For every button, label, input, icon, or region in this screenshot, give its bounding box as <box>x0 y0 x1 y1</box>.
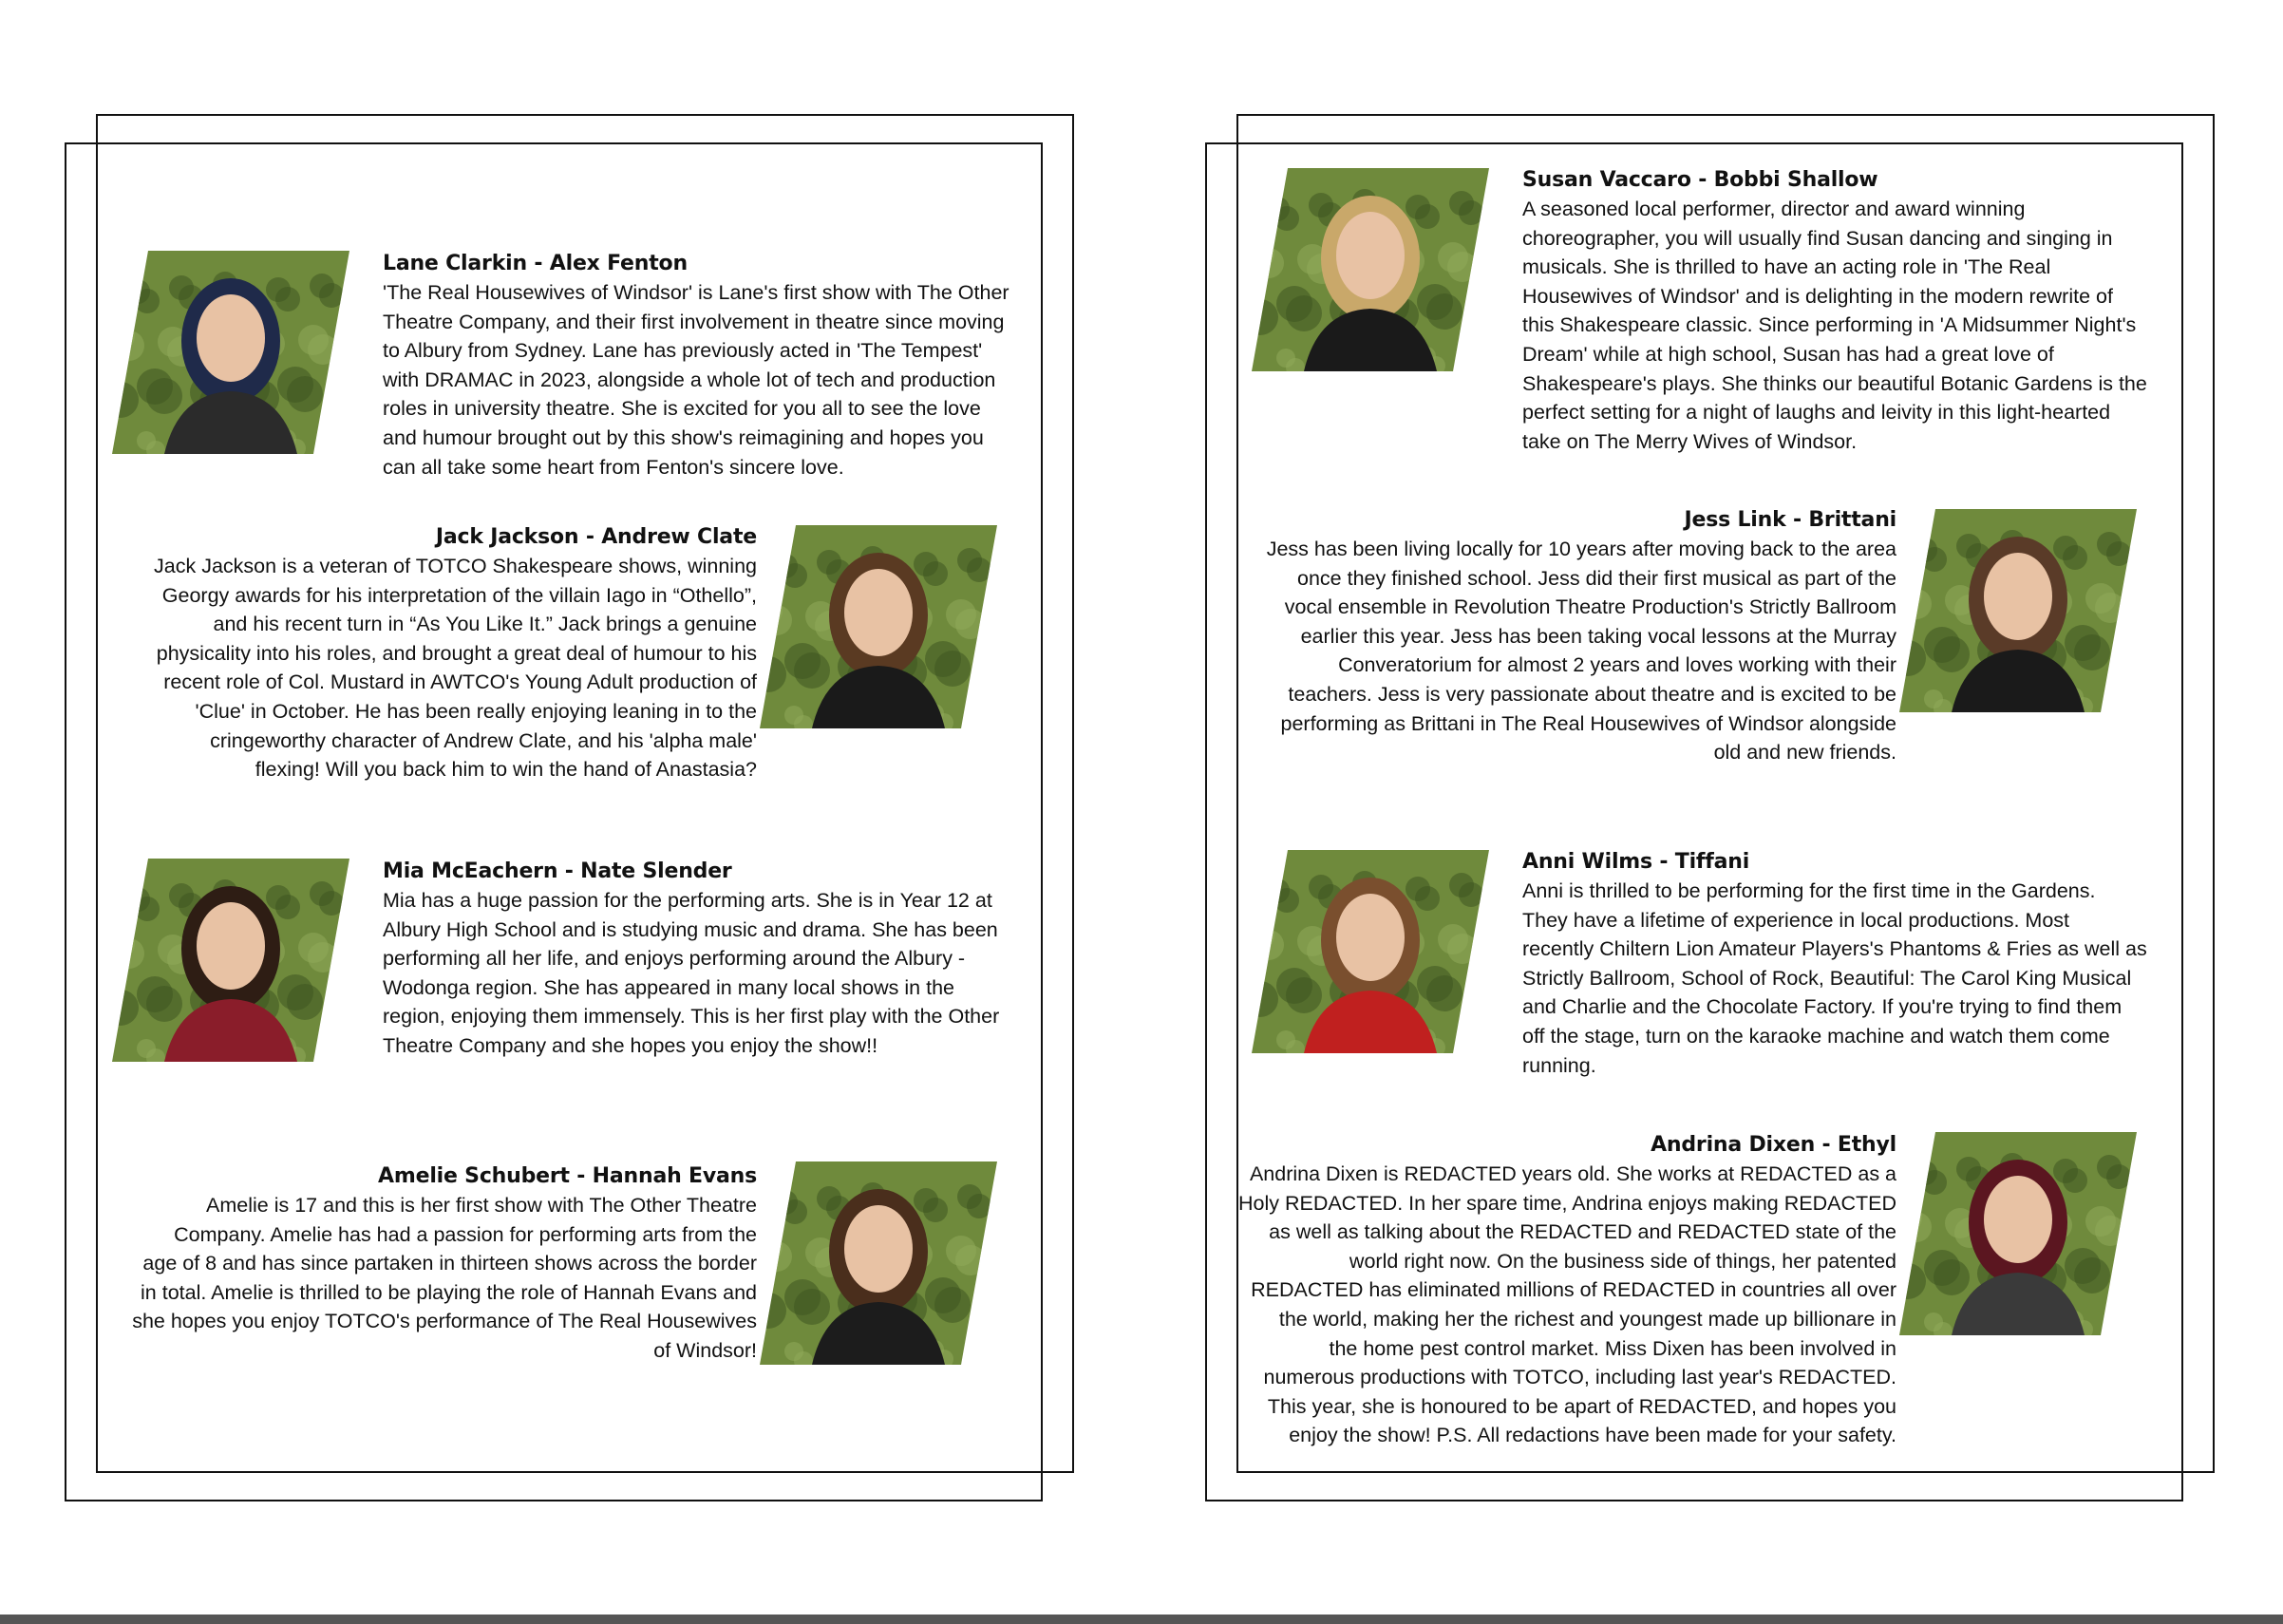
bio-line: and Charlie and the Chocolate Factory. If you're trying to find them <box>1522 995 2123 1019</box>
bio-jack-jackson <box>95 523 757 784</box>
bio-line: REDACTED has eliminated millions of REDACTED in countries all over <box>1251 1278 1896 1302</box>
cast-photo-lane-clarkin <box>112 251 349 454</box>
cast-name-heading: Anni Wilms - Tiffani <box>1522 850 1750 874</box>
bio-line: world right now. On the business side of things, her patented <box>1349 1249 1896 1273</box>
bio-line: to Albury from Sydney. Lane has previously acted in 'The Tempest' <box>383 339 983 363</box>
bio-line: and humour brought out by this show's reimagining and hopes you <box>383 425 984 449</box>
bio-line: the home pest control market. Miss Dixen has been involved in <box>1329 1336 1896 1360</box>
bio-line: 'Clue' in October. He has been really enjoying leaning in to the <box>195 699 757 723</box>
bio-line: physicality into his roles, and brought a great deal of humour to his <box>156 641 757 665</box>
cast-name-heading: Andrina Dixen - Ethyl <box>1651 1133 1896 1157</box>
bio-text <box>383 886 1028 1061</box>
bio-line: recently Chiltern Lion Amateur Players's Phantoms & Fries as well as <box>1522 937 2147 961</box>
bio-andrina-dixen <box>1235 1131 1896 1450</box>
bio-mia-mceachern <box>383 858 1028 1061</box>
bio-line: Housewives of Windsor' and is delighting in the modern rewrite of <box>1522 284 2113 308</box>
bio-line: Holy REDACTED. In her spare time, Andrina enjoys making REDACTED <box>1237 1191 1896 1215</box>
cast-name-heading: Lane Clarkin - Alex Fenton <box>383 252 688 275</box>
cast-name-heading: Jess Link - Brittani <box>1684 508 1896 532</box>
bio-text <box>1522 195 2178 456</box>
bottom-edge-rule <box>0 1615 2283 1624</box>
bio-line: Mia has a huge passion for the performing arts. She is in Year 12 at <box>383 889 992 912</box>
bio-line: Shakespeare's plays. She thinks our beautiful Botanic Gardens is the <box>1522 371 2147 395</box>
bio-line: once they finished school. Jess did their first musical as part of the <box>1297 566 1896 590</box>
bio-line: vocal ensemble in Revolution Theatre Production's Strictly Ballroom <box>1284 595 1896 619</box>
bio-line: region, enjoying them immensely. This is her first play with the Other <box>383 1005 1000 1029</box>
bio-line: They have a lifetime of experience in local productions. Most <box>1522 908 2070 932</box>
bio-line: Converatorium for almost 2 years and loves working with their <box>1338 653 1896 677</box>
bio-line: performing all her life, and enjoys performing around the Albury - <box>383 947 966 971</box>
bio-line: running. <box>1522 1053 1596 1077</box>
cast-name-heading: Susan Vaccaro - Bobbi Shallow <box>1522 168 1878 192</box>
bio-line: of Windsor! <box>653 1338 757 1362</box>
bio-text <box>95 1191 757 1366</box>
bio-amelie-schubert <box>95 1162 757 1366</box>
cast-photo-andrina-dixen <box>1899 1132 2137 1335</box>
bio-jess-link <box>1235 506 1896 767</box>
bio-line: Wodonga region. She has appeared in many local shows in the <box>383 975 954 999</box>
cast-photo-anni-wilms <box>1252 850 1489 1053</box>
bio-line: Dream' while at high school, Susan has had a great love of <box>1522 342 2054 366</box>
bio-line: teachers. Jess is very passionate about theatre and is excited to be <box>1288 682 1896 706</box>
bio-line: Theatre Company and she hopes you enjoy the show!! <box>383 1033 878 1057</box>
bio-line: Andrina Dixen is REDACTED years old. She works at REDACTED as a <box>1249 1162 1896 1185</box>
bio-line: she hopes you enjoy TOTCO's performance of The Real Housewives <box>132 1310 757 1333</box>
bio-line: roles in university theatre. She is excited for you all to see the love <box>383 397 981 421</box>
bio-text <box>383 278 1028 482</box>
bio-line: Amelie is 17 and this is her first show with The Other Theatre <box>206 1194 757 1217</box>
cast-name-heading: Jack Jackson - Andrew Clate <box>435 525 757 549</box>
bio-line: 'The Real Housewives of Windsor' is Lane's first show with The Other <box>383 281 1009 304</box>
cast-photo-jack-jackson <box>760 525 997 728</box>
bio-line: can all take some heart from Fenton's sincere love. <box>383 455 844 479</box>
bio-line: and his recent turn in “As You Like It.” Jack brings a genuine <box>213 613 757 636</box>
bio-line: A seasoned local performer, director and award winning <box>1522 198 2026 220</box>
bio-line: Anni is thrilled to be performing for the first time in the Gardens. <box>1522 879 2096 902</box>
bio-text <box>1522 877 2178 1080</box>
bio-line: Albury High School and is studying music and drama. She has been <box>383 917 998 941</box>
bio-anni-wilms <box>1522 848 2178 1080</box>
bio-line: flexing! Will you back him to win the hand of Anastasia? <box>255 758 757 782</box>
cast-photo-amelie-schubert <box>760 1161 997 1365</box>
bio-line: off the stage, turn on the karaoke machine and watch them come <box>1522 1024 2110 1048</box>
cast-photo-mia-mceachern <box>112 859 349 1062</box>
bio-line: Jack Jackson is a veteran of TOTCO Shakespeare shows, winning <box>154 555 757 577</box>
bio-line: Jess has been living locally for 10 years after moving back to the area <box>1266 538 1896 560</box>
bio-line: this Shakespeare classic. Since performing in 'A Midsummer Night's <box>1522 313 2137 337</box>
cast-name-heading: Mia McEachern - Nate Slender <box>383 859 732 883</box>
bio-line: Theatre Company, and their first involvement in theatre since moving <box>383 310 1005 333</box>
bio-line: old and new friends. <box>1713 741 1896 765</box>
bio-text <box>1235 1160 1896 1450</box>
bio-line: musicals. She is thrilled to have an acting role in 'The Real <box>1522 255 2051 279</box>
bio-line: age of 8 and has since partaken in thirteen shows across the border <box>142 1252 757 1275</box>
bio-line: take on The Merry Wives of Windsor. <box>1522 429 1858 453</box>
bio-line: as well as talking about the REDACTED and REDACTED state of the <box>1269 1220 1896 1244</box>
bio-lane-clarkin <box>383 250 1028 482</box>
bio-line: in total. Amelie is thrilled to be playing the role of Hannah Evans and <box>141 1280 757 1304</box>
bio-line: numerous productions with TOTCO, including last year's REDACTED. <box>1263 1366 1896 1389</box>
bio-susan-vaccaro <box>1522 166 2178 456</box>
cast-photo-jess-link <box>1899 509 2137 712</box>
bio-line: Strictly Ballroom, School of Rock, Beautiful: The Carol King Musical <box>1522 966 2132 990</box>
bio-line: cringeworthy character of Andrew Clate, and his 'alpha male' <box>210 728 757 752</box>
bio-line: choreographer, you will usually find Susan dancing and singing in <box>1522 226 2113 250</box>
bio-text <box>95 552 757 784</box>
bio-line: This year, she is honoured to be apart of REDACTED, and hopes you <box>1267 1394 1896 1418</box>
bio-line: with DRAMAC in 2023, alongside a whole lot of tech and production <box>383 368 996 391</box>
bio-line: performing as Brittani in The Real Housewives of Windsor alongside <box>1280 711 1896 735</box>
cast-name-heading: Amelie Schubert - Hannah Evans <box>378 1164 757 1188</box>
bio-line: the world, making her the richest and youngest made up billionare in <box>1278 1307 1896 1331</box>
bio-line: Georgy awards for his interpretation of the villain Iago in “Othello”, <box>161 583 757 607</box>
bio-text <box>1235 535 1896 767</box>
bio-line: recent role of Col. Mustard in AWTCO's Young Adult production of <box>163 670 757 694</box>
bio-line: earlier this year. Jess has been taking vocal lessons at the Murray <box>1300 624 1896 648</box>
bio-line: enjoy the show! P.S. All redactions have been made for your safety. <box>1289 1424 1896 1447</box>
bio-line: perfect setting for a night of laughs and leivity in this light-hearted <box>1522 401 2111 425</box>
bio-line: Company. Amelie has had a passion for performing arts from the <box>174 1222 757 1246</box>
cast-photo-susan-vaccaro <box>1252 168 1489 371</box>
